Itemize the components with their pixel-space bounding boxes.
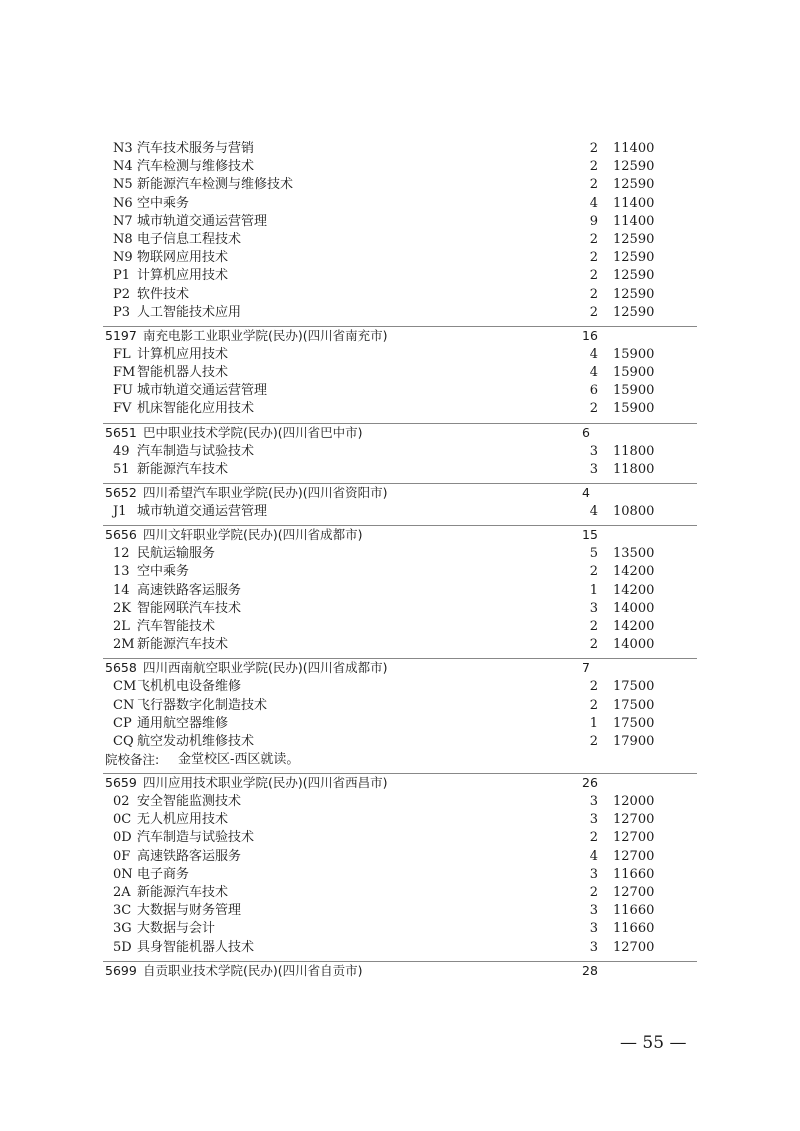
major-fee: 11660	[613, 866, 655, 882]
major-count: 3	[589, 443, 598, 459]
school-header	[0, 773, 800, 793]
major-fee: 12590	[613, 231, 655, 247]
major-count: 2	[589, 250, 598, 266]
major-count: 2	[589, 401, 598, 417]
major-code: P3	[113, 304, 131, 320]
major-code: 2L	[113, 618, 130, 634]
school-header	[0, 525, 800, 545]
major-fee: 15900	[613, 383, 655, 399]
major-row	[0, 140, 800, 158]
school-total: 4	[582, 485, 590, 500]
school-note	[0, 751, 800, 769]
school-code: 5658	[105, 660, 137, 676]
major-code: P2	[113, 286, 131, 302]
major-row	[0, 195, 800, 213]
school-name: 四川应用技术职业学院(民办)(四川省西昌市)	[143, 775, 388, 791]
major-name: 高速铁路客运服务	[137, 582, 242, 598]
major-count: 2	[589, 564, 598, 580]
major-code: N7	[113, 213, 133, 229]
major-name: 新能源汽车技术	[137, 885, 229, 900]
major-name: 城市轨道交通运营管理	[137, 383, 268, 399]
major-code: 0F	[113, 848, 131, 864]
major-row	[0, 249, 800, 267]
major-code: CP	[113, 715, 132, 731]
major-name: 航空发动机维修技术	[137, 733, 255, 749]
major-fee: 12590	[613, 268, 655, 284]
school-total: 7	[582, 660, 590, 676]
school-header	[0, 961, 800, 981]
major-name: 安全智能监测技术	[137, 794, 242, 810]
major-code: 51	[113, 461, 130, 477]
major-count: 4	[589, 346, 598, 362]
major-fee: 12590	[613, 304, 655, 320]
major-row	[0, 267, 800, 285]
school-total: 26	[582, 775, 598, 791]
major-fee: 15900	[613, 365, 655, 381]
major-count: 2	[589, 177, 598, 193]
major-name: 计算机应用技术	[137, 268, 229, 284]
major-row	[0, 443, 800, 461]
major-row	[0, 884, 800, 902]
major-name: 通用航空器维修	[137, 715, 229, 731]
major-count: 1	[589, 582, 598, 598]
major-fee: 15900	[613, 346, 655, 362]
major-row	[0, 176, 800, 194]
major-name: 电子商务	[137, 866, 190, 882]
major-code: 0D	[113, 830, 132, 846]
school-name: 巴中职业技术学院(民办)(四川省巴中市)	[143, 424, 363, 440]
school-header	[0, 483, 800, 503]
school-code: 5656	[105, 527, 137, 543]
document-body	[0, 140, 800, 981]
major-count: 3	[589, 794, 598, 810]
major-count: 2	[589, 679, 598, 695]
major-count: 2	[589, 159, 598, 175]
major-row	[0, 158, 800, 176]
school-total: 15	[582, 527, 598, 543]
major-code: 3G	[113, 921, 132, 937]
major-code: J1	[113, 504, 127, 519]
major-name: 汽车制造与试验技术	[137, 443, 255, 459]
major-code: 12	[113, 546, 130, 562]
note-text: 金堂校区-西区就读。	[178, 752, 300, 768]
major-row	[0, 848, 800, 866]
major-count: 2	[589, 141, 598, 156]
major-row	[0, 793, 800, 811]
major-fee: 11800	[613, 443, 655, 459]
major-fee: 12590	[613, 250, 655, 266]
major-row	[0, 231, 800, 249]
major-count: 2	[589, 304, 598, 320]
major-fee: 12590	[613, 159, 655, 175]
major-row	[0, 213, 800, 231]
major-row	[0, 382, 800, 400]
major-fee: 14200	[613, 564, 655, 580]
major-row	[0, 563, 800, 581]
major-fee: 14000	[613, 637, 655, 653]
major-count: 2	[589, 637, 598, 653]
major-count: 6	[589, 383, 598, 399]
major-count: 3	[589, 903, 598, 919]
major-code: N4	[113, 159, 133, 175]
major-row	[0, 286, 800, 304]
major-row	[0, 582, 800, 600]
school-header	[0, 423, 800, 443]
major-count: 9	[589, 213, 598, 229]
major-name: 机床智能化应用技术	[137, 401, 255, 417]
major-count: 2	[589, 618, 598, 634]
note-label: 院校备注:	[105, 752, 160, 768]
major-name: 新能源汽车技术	[137, 637, 229, 653]
major-code: 5D	[113, 939, 132, 955]
major-name: 物联网应用技术	[137, 250, 229, 266]
school-total: 16	[582, 327, 598, 343]
major-fee: 14200	[613, 618, 655, 634]
major-name: 飞机机电设备维修	[137, 679, 242, 695]
major-count: 2	[589, 733, 598, 749]
major-code: N9	[113, 250, 133, 266]
school-header	[0, 326, 800, 346]
major-fee: 17500	[613, 697, 655, 713]
major-row	[0, 545, 800, 563]
major-row	[0, 678, 800, 696]
major-fee: 14000	[613, 600, 655, 616]
major-fee: 12700	[613, 939, 655, 955]
school-name: 自贡职业技术学院(民办)(四川省自贡市)	[143, 962, 363, 978]
school-code: 5652	[105, 485, 137, 500]
major-code: 14	[113, 582, 130, 598]
major-count: 2	[589, 830, 598, 846]
major-name: 具身智能机器人技术	[137, 939, 255, 955]
major-fee: 10800	[613, 504, 655, 519]
major-count: 3	[589, 939, 598, 955]
major-fee: 17500	[613, 715, 655, 731]
major-code: 3C	[113, 903, 132, 919]
major-code: N6	[113, 195, 133, 211]
major-code: 0C	[113, 812, 132, 828]
major-fee: 17500	[613, 679, 655, 695]
major-name: 空中乘务	[137, 195, 190, 211]
major-row	[0, 364, 800, 382]
major-row	[0, 346, 800, 364]
major-name: 计算机应用技术	[137, 346, 229, 362]
major-code: 2K	[113, 600, 131, 616]
major-name: 汽车技术服务与营销	[137, 141, 255, 156]
major-row	[0, 618, 800, 636]
school-code: 5659	[105, 775, 137, 791]
major-name: 大数据与会计	[137, 921, 216, 937]
major-row	[0, 715, 800, 733]
major-code: CQ	[113, 733, 134, 749]
major-name: 大数据与财务管理	[137, 903, 242, 919]
major-name: 新能源汽车技术	[137, 461, 229, 477]
major-name: 汽车制造与试验技术	[137, 830, 255, 846]
major-fee: 13500	[613, 546, 655, 562]
major-name: 飞行器数字化制造技术	[137, 697, 268, 713]
major-row	[0, 304, 800, 322]
major-name: 智能机器人技术	[137, 365, 229, 381]
major-fee: 12700	[613, 830, 655, 846]
major-code: FU	[113, 383, 133, 399]
major-row	[0, 920, 800, 938]
major-row	[0, 866, 800, 884]
major-name: 城市轨道交通运营管理	[137, 213, 268, 229]
major-row	[0, 636, 800, 654]
major-code: FV	[113, 401, 132, 417]
major-code: FM	[113, 365, 136, 381]
major-code: 02	[113, 794, 130, 810]
major-code: N3	[113, 141, 133, 156]
major-name: 城市轨道交通运营管理	[137, 504, 268, 519]
school-header	[0, 658, 800, 678]
major-fee: 11660	[613, 921, 655, 937]
major-fee: 14200	[613, 582, 655, 598]
school-code: 5651	[105, 424, 137, 440]
major-fee: 11660	[613, 903, 655, 919]
major-row	[0, 461, 800, 479]
major-count: 2	[589, 231, 598, 247]
major-count: 1	[589, 715, 598, 731]
major-row	[0, 902, 800, 920]
major-count: 3	[589, 600, 598, 616]
school-name: 四川西南航空职业学院(民办)(四川省成都市)	[143, 660, 388, 676]
major-name: 高速铁路客运服务	[137, 848, 242, 864]
major-fee: 12590	[613, 286, 655, 302]
major-code: N8	[113, 231, 133, 247]
major-fee: 11400	[613, 213, 655, 229]
major-row	[0, 733, 800, 751]
major-row	[0, 400, 800, 418]
major-name: 软件技术	[137, 286, 190, 302]
major-name: 人工智能技术应用	[137, 304, 242, 320]
major-count: 4	[589, 365, 598, 381]
major-fee: 11400	[613, 195, 655, 211]
major-code: 2A	[113, 885, 131, 900]
major-name: 汽车检测与维修技术	[137, 159, 255, 175]
major-fee: 11400	[613, 141, 655, 156]
major-row	[0, 811, 800, 829]
major-count: 2	[589, 286, 598, 302]
major-row	[0, 697, 800, 715]
school-total: 6	[582, 424, 590, 440]
major-name: 汽车智能技术	[137, 618, 216, 634]
major-count: 3	[589, 461, 598, 477]
major-count: 3	[589, 866, 598, 882]
major-count: 2	[589, 697, 598, 713]
major-row	[0, 600, 800, 618]
major-code: CN	[113, 697, 135, 713]
school-name: 四川文轩职业学院(民办)(四川省成都市)	[143, 527, 363, 543]
page-number: — 55 —	[620, 1033, 687, 1053]
major-count: 5	[589, 546, 598, 562]
major-count: 2	[589, 268, 598, 284]
major-name: 无人机应用技术	[137, 812, 229, 828]
major-row	[0, 829, 800, 847]
major-count: 3	[589, 921, 598, 937]
major-count: 4	[589, 195, 598, 211]
major-code: P1	[113, 268, 131, 284]
major-code: N5	[113, 177, 133, 193]
major-row	[0, 939, 800, 957]
major-fee: 12590	[613, 177, 655, 193]
major-name: 智能网联汽车技术	[137, 600, 242, 616]
major-count: 2	[589, 885, 598, 900]
major-fee: 12700	[613, 812, 655, 828]
major-fee: 12000	[613, 794, 655, 810]
school-total: 28	[582, 962, 598, 978]
major-code: 13	[113, 564, 130, 580]
major-name: 空中乘务	[137, 564, 190, 580]
major-fee: 15900	[613, 401, 655, 417]
major-code: 0N	[113, 866, 133, 882]
major-code: 49	[113, 443, 130, 459]
major-fee: 11800	[613, 461, 655, 477]
major-count: 4	[589, 848, 598, 864]
major-fee: 12700	[613, 848, 655, 864]
school-name: 四川希望汽车职业学院(民办)(四川省资阳市)	[143, 485, 388, 500]
major-code: FL	[113, 346, 131, 362]
school-name: 南充电影工业职业学院(民办)(四川省南充市)	[143, 327, 388, 343]
major-fee: 17900	[613, 733, 655, 749]
major-fee: 12700	[613, 885, 655, 900]
major-name: 民航运输服务	[137, 546, 216, 562]
major-code: CM	[113, 679, 137, 695]
major-name: 新能源汽车检测与维修技术	[137, 177, 294, 193]
major-count: 3	[589, 812, 598, 828]
major-name: 电子信息工程技术	[137, 231, 242, 247]
major-count: 4	[589, 504, 598, 519]
school-code: 5699	[105, 962, 137, 978]
major-code: 2M	[113, 637, 135, 653]
major-row	[0, 503, 800, 521]
school-code: 5197	[105, 327, 137, 343]
